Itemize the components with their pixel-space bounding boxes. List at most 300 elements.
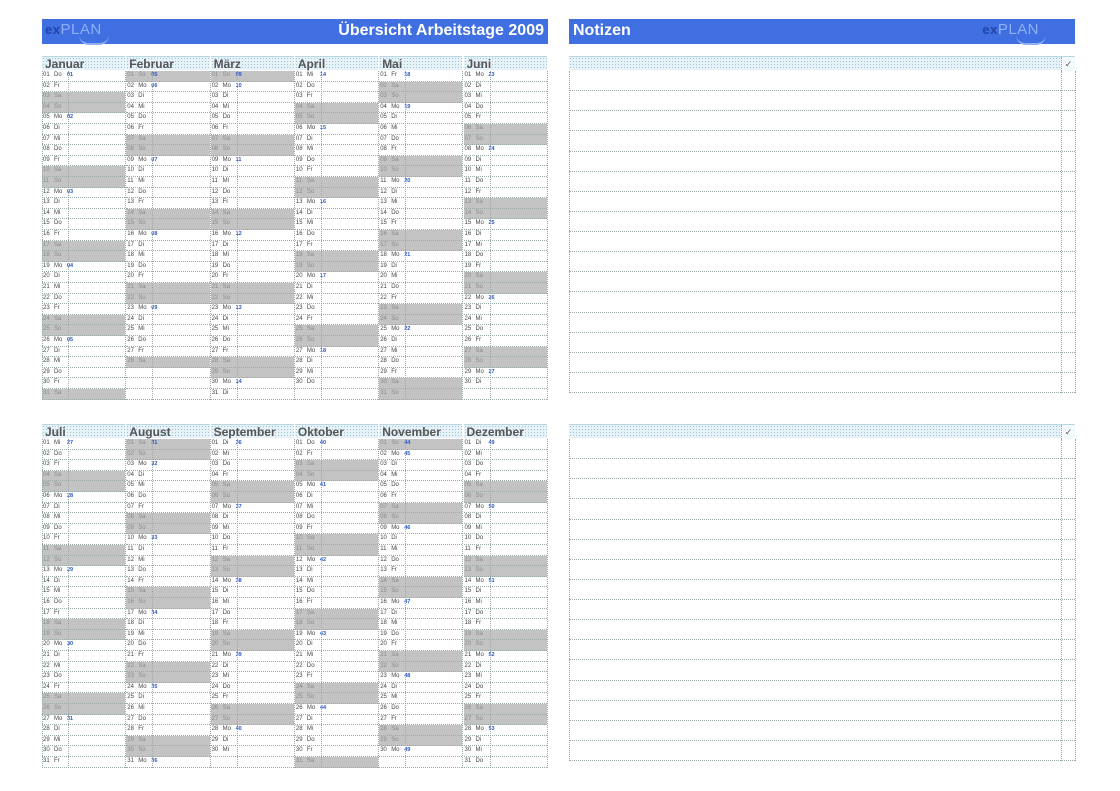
day-number: 20 [295,273,303,280]
day-number: 20 [211,273,219,280]
day-row [295,209,378,220]
day-number: 29 [464,736,472,743]
day-number: 04 [380,103,387,110]
month-header [211,424,294,438]
day-row [211,672,294,683]
day-row [464,534,547,545]
day-row [42,135,125,146]
day-row [379,545,462,556]
day-number: 03 [295,93,303,100]
day-row [42,209,125,220]
weekday-abbr: Sa [54,471,62,478]
day-row [126,241,209,252]
day-row [211,135,294,146]
day-number: 30 [380,379,387,386]
weekday-abbr: So [54,326,62,333]
day-row [464,609,547,620]
day-number: 20 [295,641,303,648]
day-number: 10 [127,535,134,542]
day-row [295,135,378,146]
week-number: 17 [319,273,327,280]
weekday-abbr: Di [391,535,397,542]
weekday-abbr: Sa [138,358,146,365]
note-line[interactable] [569,639,1075,640]
day-number: 07 [464,503,472,510]
weekday-abbr: Mo [391,599,400,605]
day-number: 17 [380,609,387,616]
weekday-abbr: Fr [54,683,60,690]
note-line[interactable] [569,271,1075,272]
day-row [42,262,125,273]
day-row [295,113,378,124]
weekday-abbr: Do [306,514,315,521]
day-number: 22 [127,294,134,301]
weekday-abbr: Di [475,82,482,89]
note-line[interactable] [569,720,1075,721]
day-row [211,389,294,400]
day-row [464,587,547,598]
day-row [379,71,462,82]
day-row [211,145,294,156]
column-separator [547,71,548,400]
weekday-abbr: Di [391,609,397,616]
week-number: 06 [151,82,158,89]
day-number: 18 [380,620,387,627]
day-number: 07 [43,135,50,142]
empty-row [126,389,209,400]
day-number: 23 [464,305,472,312]
note-line[interactable] [569,458,1075,459]
day-number: 19 [295,262,303,269]
weekday-abbr: So [54,252,62,259]
weekday-abbr: Fr [475,262,482,269]
weekday-abbr: Mi [222,450,229,457]
weekday-abbr: Mo [54,715,63,722]
day-number: 19 [127,630,134,637]
weekday-abbr: Fr [54,758,60,764]
day-row [211,92,294,103]
note-line[interactable] [569,740,1075,741]
day-number: 08 [295,146,303,153]
day-number: 26 [295,705,303,711]
weekday-abbr: So [222,567,230,574]
note-line[interactable] [569,539,1075,540]
day-row [379,198,462,209]
day-number: 19 [295,630,303,637]
weekday-abbr: Do [54,368,62,375]
day-number: 04 [43,471,50,478]
weekday-abbr: Di [138,694,144,701]
day-number: 26 [464,337,472,343]
weekday-separator [321,71,322,400]
weekday-abbr: Mo [222,379,231,386]
weekday-abbr: Sa [54,167,62,174]
day-row [42,113,125,124]
day-number: 18 [295,252,303,259]
day-row [126,492,209,503]
note-line[interactable] [569,130,1075,131]
weekday-abbr: Sa [54,93,62,100]
day-row [211,219,294,230]
weekday-abbr: Do [138,337,146,343]
day-row [379,304,462,315]
day-row [126,357,209,368]
weekday-abbr: Fr [222,546,229,552]
day-row [464,156,547,167]
weekday-abbr: Mi [222,326,229,333]
weekday-abbr: Mo [306,482,316,489]
day-number: 04 [380,471,387,478]
day-row [295,103,378,114]
day-number: 10 [464,535,472,542]
weekday-abbr: Di [138,93,144,100]
weekday-abbr: Do [391,705,399,711]
day-row [295,587,378,598]
weekday-abbr: Fr [306,93,313,100]
day-row [126,471,209,482]
day-row [295,315,378,326]
weekday-abbr: So [222,72,230,78]
day-number: 23 [295,305,303,312]
day-number: 21 [211,652,219,658]
day-row [295,503,378,514]
day-row [211,577,294,588]
weekday-abbr: Sa [391,652,399,658]
weekday-abbr: Mo [391,252,400,259]
day-row [42,251,125,262]
day-number: 20 [464,273,472,280]
note-line[interactable] [569,312,1075,313]
day-row [295,304,378,315]
weekday-abbr: Sa [391,156,399,163]
day-row [464,378,547,389]
weekday-abbr: Sa [391,82,399,89]
day-number: 25 [295,326,303,333]
weekday-abbr: Mo [54,641,63,648]
weekday-abbr: Mi [391,273,398,280]
day-number: 25 [380,694,387,701]
day-number: 03 [127,461,134,468]
day-number: 10 [464,167,472,174]
week-number: 28 [67,493,74,499]
month-name: Mai [382,57,403,71]
weekday-separator [152,71,153,400]
weekday-abbr: Di [222,93,229,100]
weekday-abbr: Mo [475,220,484,227]
day-row [126,71,209,82]
day-row [211,481,294,492]
note-line[interactable] [569,619,1075,620]
day-row [379,283,462,294]
week-number: 45 [404,450,411,457]
weekday-abbr: Mo [138,535,147,542]
day-number: 10 [380,167,387,174]
day-row [126,251,209,262]
weekday-abbr: Mi [138,103,145,110]
weekday-abbr: Mo [475,294,484,301]
day-row [211,347,294,358]
weekday-abbr: Di [222,315,229,322]
day-number: 11 [127,546,134,552]
note-line[interactable] [569,251,1075,252]
weekday-abbr: Di [222,440,229,446]
day-row [295,513,378,524]
day-row [211,492,294,503]
day-number: 09 [43,524,50,531]
day-number: 05 [464,482,472,489]
day-row [126,135,209,146]
note-line[interactable] [569,498,1075,499]
day-number: 26 [380,705,387,711]
weekday-abbr: So [306,337,315,343]
weekday-abbr: Fr [138,125,144,131]
note-line[interactable] [569,519,1075,520]
day-row [211,662,294,673]
weekday-abbr: So [475,715,483,722]
day-number: 21 [464,284,472,290]
day-number: 11 [43,178,50,184]
note-line[interactable] [569,90,1075,91]
weekday-abbr: Mo [306,199,316,206]
day-row [295,336,378,347]
note-line[interactable] [569,700,1075,701]
day-row [211,736,294,747]
day-row [42,492,125,503]
weekday-abbr: Mo [138,758,147,764]
day-row [211,103,294,114]
day-number: 07 [295,503,303,510]
day-row [379,513,462,524]
day-row [42,725,125,736]
weekday-abbr: Mo [138,683,147,690]
day-number: 15 [464,220,472,227]
day-row [211,471,294,482]
note-line[interactable] [569,559,1075,560]
day-number: 27 [380,347,387,354]
day-number: 28 [295,726,303,733]
weekday-abbr: Do [391,135,399,142]
day-number: 20 [43,273,50,280]
day-row [126,693,209,704]
day-number: 24 [295,683,303,690]
note-line[interactable] [569,372,1075,373]
day-number: 31 [127,758,134,764]
notes-border [569,71,570,393]
note-line[interactable] [569,332,1075,333]
day-number: 18 [295,620,303,627]
weekday-abbr: Fr [138,652,144,658]
note-line[interactable] [569,599,1075,600]
weekday-abbr: Mi [475,241,482,248]
day-number: 20 [43,641,50,648]
day-row [379,725,462,736]
weekday-abbr: Di [391,337,397,343]
day-number: 19 [380,630,387,637]
day-row [379,672,462,683]
week-number: 34 [151,609,158,616]
day-row [42,177,125,188]
weekday-abbr: Mo [475,503,484,510]
weekday-abbr: Fr [306,747,313,754]
day-number: 23 [380,673,387,680]
week-number: 27 [488,368,495,375]
weekday-abbr: Mo [475,146,484,153]
checkmark-icon[interactable]: ✓ [1061,425,1075,439]
weekday-abbr: Mo [54,337,63,343]
note-line[interactable] [569,392,1075,393]
weekday-abbr: Mi [222,747,229,754]
weekday-abbr: Sa [475,556,483,563]
weekday-abbr: Fr [475,114,482,121]
day-number: 16 [464,599,472,605]
week-number: 13 [235,305,242,312]
day-number: 18 [211,252,219,259]
day-number: 18 [464,252,472,259]
day-number: 13 [295,199,303,206]
weekday-abbr: Fr [475,188,482,195]
note-line[interactable] [569,191,1075,192]
day-number: 07 [127,135,134,142]
day-row [42,693,125,704]
note-line[interactable] [569,211,1075,212]
day-row [42,630,125,641]
day-number: 01 [295,440,303,446]
weekday-abbr: Mi [475,524,482,531]
day-number: 09 [380,524,387,531]
month-name: September [213,425,276,439]
day-row [211,693,294,704]
day-number: 09 [295,524,303,531]
note-line[interactable] [569,151,1075,152]
note-line[interactable] [569,579,1075,580]
day-number: 01 [43,440,50,446]
weekday-abbr: Fr [54,461,60,468]
weekday-abbr: So [222,368,230,375]
note-line[interactable] [569,171,1075,172]
weekday-abbr: Do [306,156,315,163]
weekday-abbr: So [391,662,399,669]
day-number: 21 [127,652,134,658]
day-row [126,82,209,93]
note-line[interactable] [569,110,1075,111]
day-number: 09 [211,156,219,163]
day-number: 29 [380,368,387,375]
day-number: 11 [380,546,387,552]
day-row [295,198,378,209]
day-row [42,294,125,305]
weekday-abbr: Di [222,241,229,248]
day-number: 14 [211,209,219,216]
weekday-abbr: Di [54,347,60,354]
note-line[interactable] [569,760,1075,761]
weekday-abbr: Mi [391,546,398,552]
week-number: 40 [235,726,242,733]
day-row [126,294,209,305]
check-column-separator [1061,71,1062,393]
day-row [42,166,125,177]
day-number: 29 [464,368,472,375]
day-number: 21 [211,284,219,290]
day-number: 25 [295,694,303,701]
day-number: 13 [43,567,50,574]
note-line[interactable] [569,291,1075,292]
day-number: 09 [464,156,472,163]
weekday-abbr: Fr [306,167,313,174]
day-row [464,545,547,556]
weekday-abbr: Sa [222,135,230,142]
day-row [126,124,209,135]
day-number: 03 [464,461,472,468]
weekday-abbr: Mo [391,673,400,680]
checkmark-icon[interactable]: ✓ [1061,57,1075,71]
week-number: 48 [404,673,411,680]
day-row [42,156,125,167]
day-number: 07 [380,135,387,142]
day-row [126,198,209,209]
weekday-separator [490,71,491,400]
weekday-abbr: Sa [475,482,483,489]
weekday-abbr: So [138,599,146,605]
weekday-abbr: So [138,146,146,153]
notes-header [569,56,1075,70]
day-number: 04 [43,103,50,110]
weekday-abbr: Sa [391,503,399,510]
day-number: 18 [211,620,219,627]
weekday-abbr: Do [391,482,399,489]
weekday-abbr: Di [391,683,397,690]
day-number: 04 [211,103,219,110]
weekday-abbr: So [54,705,62,711]
weekday-abbr: Do [54,220,62,227]
weekday-abbr: Mo [475,577,484,584]
day-number: 12 [464,556,472,563]
weekday-abbr: So [54,178,62,184]
weekday-abbr: Fr [475,546,482,552]
day-number: 10 [380,535,387,542]
note-line[interactable] [569,659,1075,660]
day-number: 27 [464,347,472,354]
week-number: 11 [235,156,242,163]
weekday-abbr: Mi [222,103,229,110]
day-row [126,619,209,630]
weekday-abbr: Do [138,641,146,648]
weekday-abbr: Mo [222,652,231,658]
day-number: 20 [380,273,387,280]
weekday-abbr: Sa [138,440,146,446]
weekday-abbr: Mi [138,556,145,563]
note-line[interactable] [569,231,1075,232]
day-number: 30 [43,747,50,754]
weekday-abbr: So [391,241,399,248]
day-number: 06 [43,493,50,499]
weekday-abbr: So [475,209,483,216]
weekday-abbr: Sa [138,588,146,595]
weekday-abbr: Mo [54,188,63,195]
note-line[interactable] [569,352,1075,353]
weekday-abbr: Mo [222,82,231,89]
day-row [42,71,125,82]
note-line[interactable] [569,478,1075,479]
weekday-abbr: Di [306,567,313,574]
day-row [379,156,462,167]
note-line[interactable] [569,680,1075,681]
day-number: 03 [211,93,219,100]
day-number: 11 [211,546,218,552]
day-row [464,471,547,482]
day-row [464,198,547,209]
day-row [126,715,209,726]
weekday-abbr: So [138,524,146,531]
